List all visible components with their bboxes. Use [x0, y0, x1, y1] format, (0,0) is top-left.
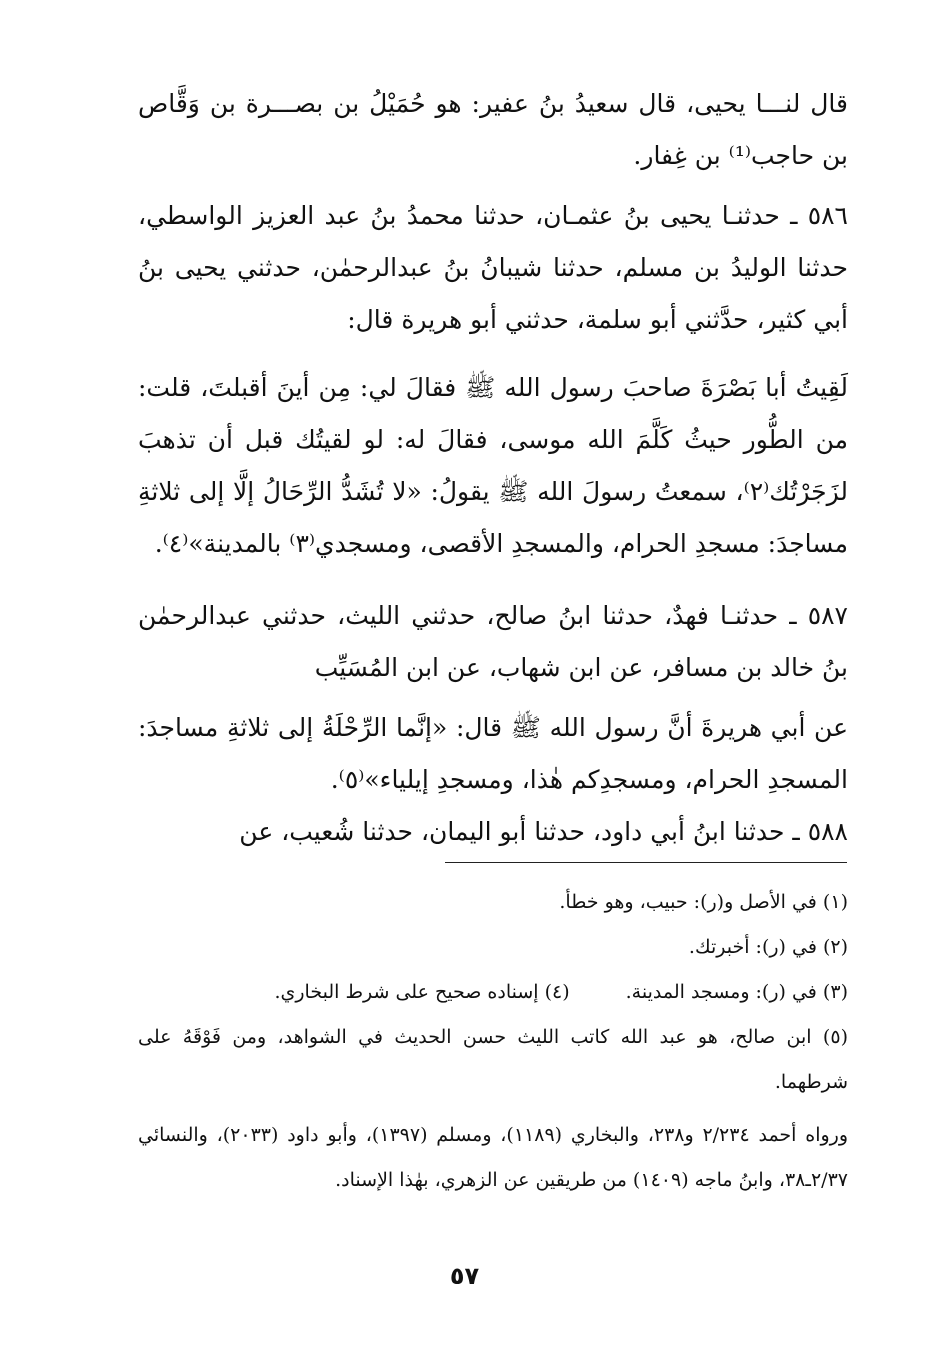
hadith-587-chain: ٥٨٧ ـ حدثنـا فهدٌ، حدثنا ابنُ صالح، حدثني الليث، حدثني عبدالرحمٰن بنُ خالد بن مسافر، عن ابن شهاب، عن ابن المُسَيِّب: [138, 601, 848, 682]
hadith-587-text: عن أبي هريرةَ أنَّ رسول الله ﷺ قال: «إنَّما الرِّحْلَةُ إلى ثلاثةِ مساجدَ: المسجدِ الحرام، ومسجدِكم هٰذا، ومسجدِ إيلياء»⁽٥⁾.: [138, 713, 848, 794]
footnote-5-references: ورواه أحمد ٢/٢٣٤ و٢٣٨، والبخاري (١١٨٩)، ومسلم (١٣٩٧)، وأبو داود (٢٠٣٣)، والنسائي ٢/٣٧ـ٣٨، وابنُ ماجه (١٤٠٩) من طريقين عن الزهري، بهٰذا الإسناد.: [138, 1124, 848, 1191]
page-number: ٥٧: [449, 1262, 480, 1290]
footnote-divider: [445, 862, 847, 863]
paragraph-narration: قال لنـــا يحيى، قال سعيدُ بنُ عفير: هو حُمَيْلُ بن بصـــرة بن وَقَّاص بن حاجب⁽¹⁾ بن غِفار.: [138, 89, 848, 170]
main-text: [138, 78, 848, 858]
footnotes: [138, 880, 848, 1203]
footnote-1: (١) في الأصل و(ر): حبيب، وهو خطأ.: [559, 891, 848, 913]
footnote-5: (٥) ابن صالح، هو عبد الله كاتب الليث حسن الحديث في الشواهد، ومن فَوْقَهُ على شرطهما.: [138, 1026, 848, 1093]
footnote-2: (٢) في (ر): أخبرتك.: [688, 936, 848, 958]
footnote-3: (٣) في (ر): ومسجد المدينة.: [625, 981, 848, 1003]
hadith-586-chain: ٥٨٦ ـ حدثنـا يحيى بنُ عثمـان، حدثنا محمدُ بنُ عبد العزيز الواسطي، حدثنا الوليدُ بن مسلم، حدثنا شيبانُ بنُ عبدالرحمٰن، حدثني يحيى بنُ أبي كثير، حدَّثني أبو سلمة، حدثني أبو هريرة قال:: [138, 201, 848, 334]
hadith-586-text: لَقِيتُ أبا بَصْرَةَ صاحبَ رسول الله ﷺ فقالَ لي: مِن أينَ أقبلتَ، قلت: من الطُّور حيثُ كَلَّمَ الله موسى، فقالَ له: لو لقيتُك قبل أن تذهبَ لزَجَرْتُك⁽٢⁾، سمعتُ رسولَ الله ﷺ يقولُ: «لا تُشَدُّ الرِّحَالُ إلَّا إلى ثلاثةِ مساجدَ: مسجدِ الحرام، والمسجدِ الأقصى، ومسجدي⁽٣⁾ بالمدينة»⁽٤⁾.: [138, 373, 848, 558]
footnote-4: (٤) إسناده صحيح على شرط البخاري.: [274, 981, 570, 1003]
footnote-row-3-4: [138, 970, 848, 1015]
hadith-588-chain: ٥٨٨ ـ حدثنا ابنُ أبي داود، حدثنا أبو اليمان، حدثنا شُعيب، عن: [239, 817, 848, 846]
